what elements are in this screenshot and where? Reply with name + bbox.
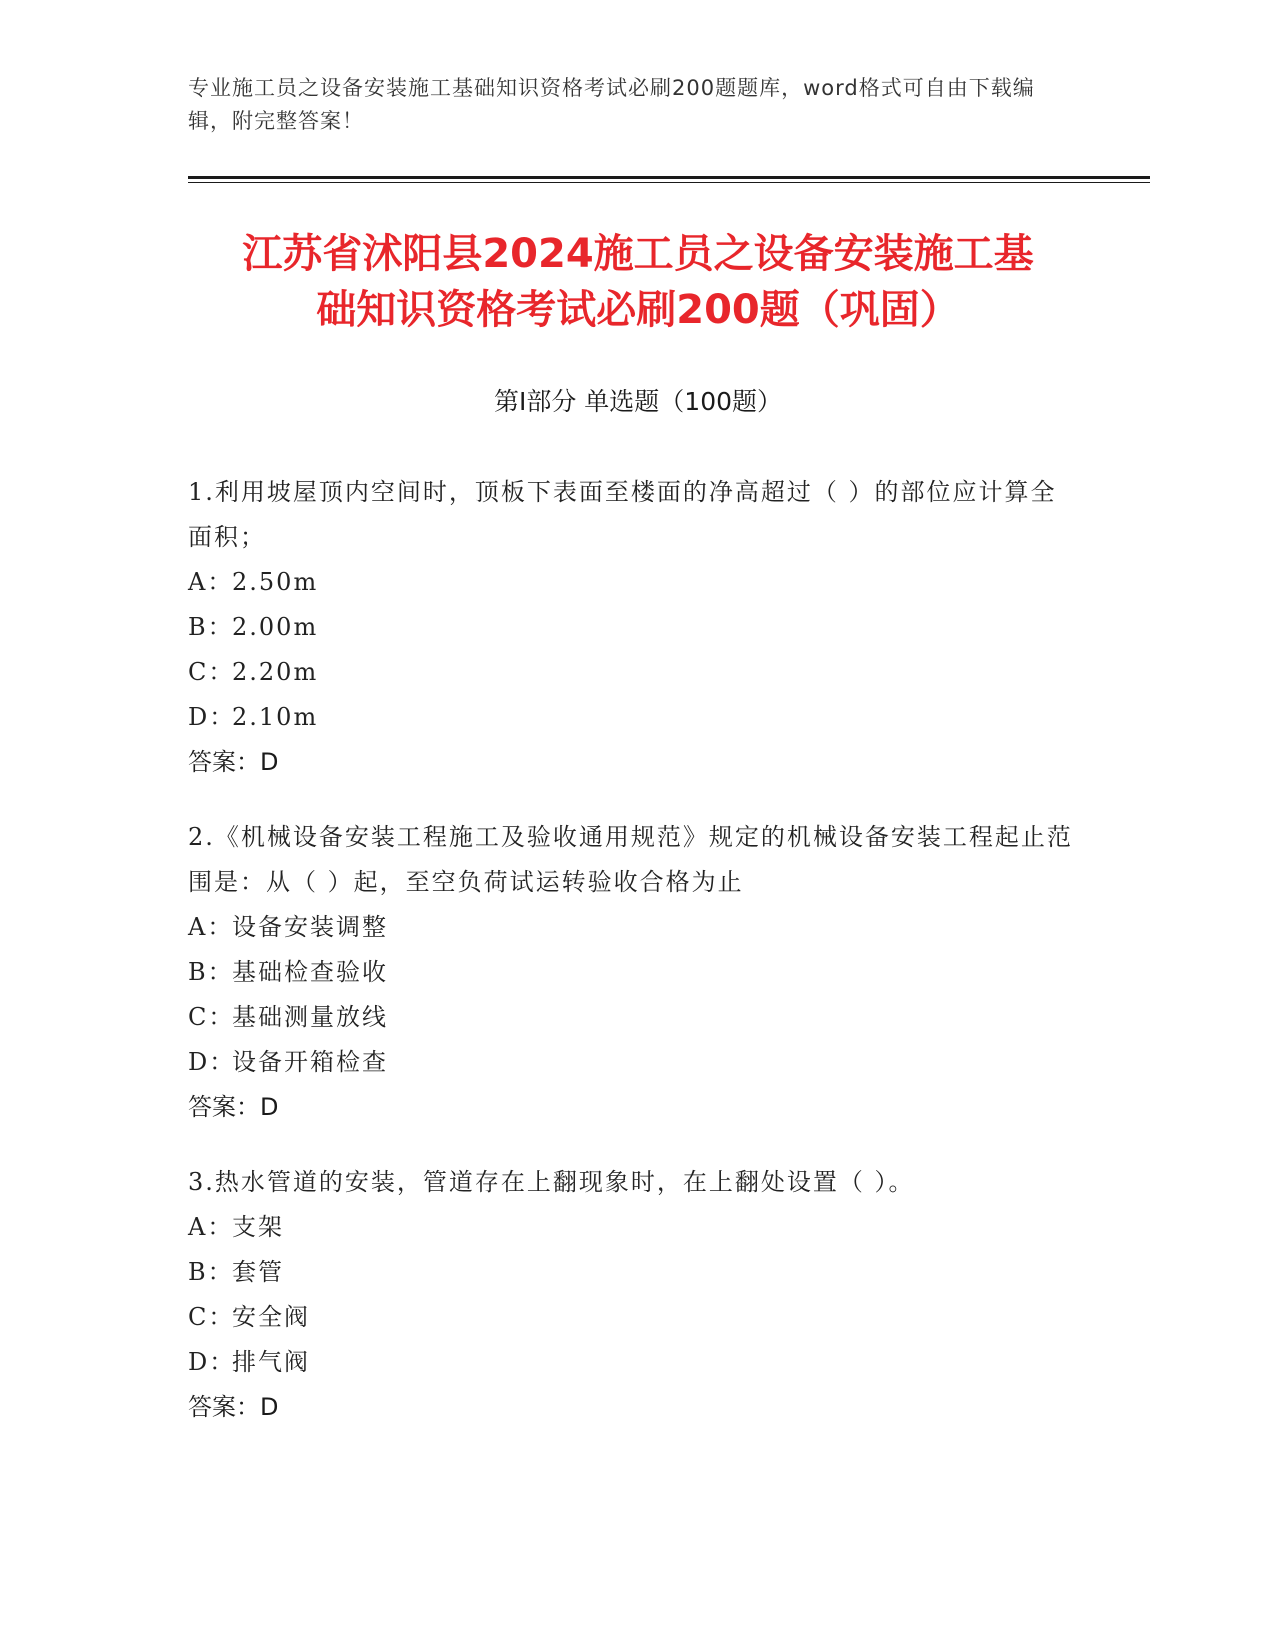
question-1 <box>188 470 1078 785</box>
option-d <box>188 1340 1078 1385</box>
option-letter: C： <box>188 1303 235 1331</box>
header-rule-thin <box>188 182 1150 183</box>
option-b <box>188 950 1078 995</box>
option-a <box>188 560 1078 605</box>
option-c <box>188 1295 1078 1340</box>
option-text: 2.00m <box>232 613 319 641</box>
option-text: 支架 <box>232 1213 284 1241</box>
option-text: 2.20m <box>232 658 319 686</box>
header-note: 专业施工员之设备安装施工基础知识资格考试必刷200题题库，word格式可自由下载编辑，附完整答案！ <box>188 76 1035 133</box>
option-letter: D： <box>188 1348 236 1376</box>
option-text: 基础检查验收 <box>232 958 388 986</box>
option-letter: A： <box>188 568 234 596</box>
answer-line: 答案：D <box>188 1393 279 1421</box>
option-letter: A： <box>188 1213 234 1241</box>
option-c <box>188 650 1078 695</box>
option-a <box>188 905 1078 950</box>
document-title-line-1: 江苏省沭阳县2024施工员之设备安装施工基 <box>242 231 1034 277</box>
question-2 <box>188 815 1078 1130</box>
question-stem: 3.热水管道的安装，管道存在上翻现象时，在上翻处设置（ ）。 <box>188 1168 915 1196</box>
question-3 <box>188 1160 1078 1430</box>
question-stem: 1.利用坡屋顶内空间时，顶板下表面至楼面的净高超过（ ）的部位应计算全面积； <box>188 478 1057 551</box>
option-c <box>188 995 1078 1040</box>
option-b <box>188 1250 1078 1295</box>
document-title <box>188 226 1088 338</box>
option-d <box>188 695 1078 740</box>
option-letter: C： <box>188 1003 235 1031</box>
option-d <box>188 1040 1078 1085</box>
option-letter: A： <box>188 913 234 941</box>
option-letter: B： <box>188 958 234 986</box>
option-letter: B： <box>188 613 234 641</box>
option-text: 设备安装调整 <box>232 913 388 941</box>
question-list <box>188 470 1078 1460</box>
option-text: 2.10m <box>232 703 319 731</box>
option-a <box>188 1205 1078 1250</box>
section-title: 第Ⅰ部分 单选题（100题） <box>493 387 783 416</box>
option-text: 套管 <box>232 1258 284 1286</box>
option-text: 安全阀 <box>232 1303 310 1331</box>
option-b <box>188 605 1078 650</box>
answer-line: 答案：D <box>188 1093 279 1121</box>
option-letter: B： <box>188 1258 234 1286</box>
header-rule-thick <box>188 176 1150 179</box>
option-text: 2.50m <box>232 568 319 596</box>
answer-line: 答案：D <box>188 748 279 776</box>
option-letter: D： <box>188 703 236 731</box>
option-text: 排气阀 <box>232 1348 310 1376</box>
option-letter: C： <box>188 658 235 686</box>
option-text: 基础测量放线 <box>232 1003 388 1031</box>
document-title-line-2: 础知识资格考试必刷200题（巩固） <box>316 287 960 333</box>
option-text: 设备开箱检查 <box>232 1048 388 1076</box>
question-stem: 2.《机械设备安装工程施工及验收通用规范》规定的机械设备安装工程起止范围是：从（ ）起，至空负荷试运转验收合格为止 <box>188 823 1073 896</box>
option-letter: D： <box>188 1048 236 1076</box>
